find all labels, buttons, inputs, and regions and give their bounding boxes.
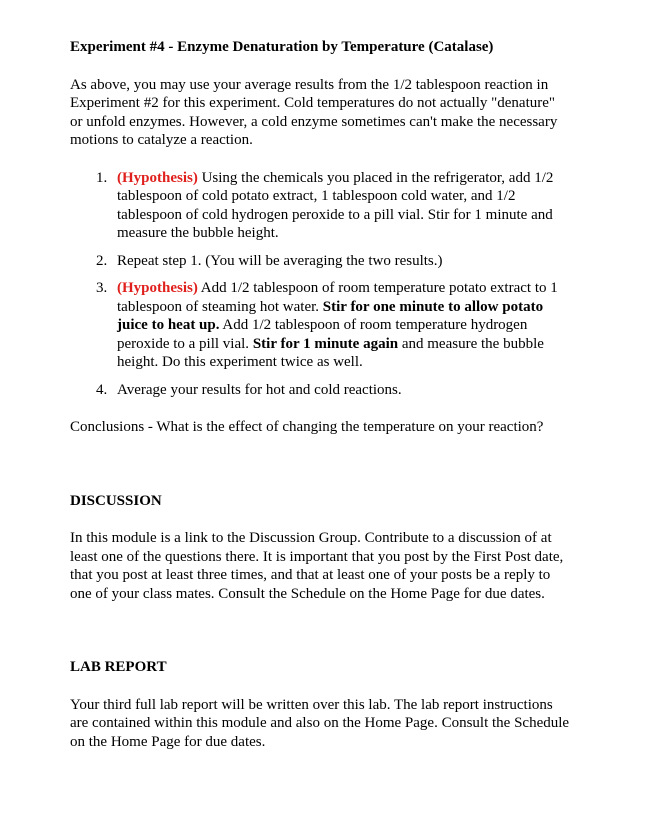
step-emphasis: Stir for one minute to allow potato juice to heat up.: [117, 298, 544, 333]
lab-report-heading: LAB REPORT: [70, 659, 167, 675]
hypothesis-label: (Hypothesis): [117, 169, 198, 186]
experiment-title: Experiment #4 - Enzyme Denaturation by Temperature (Catalase): [70, 39, 494, 55]
step-text: Add 1/2 tablespoon of room temperature potato extract to 1 tablespoon of steaming hot water.: [117, 280, 558, 315]
conclusions-question: Conclusions - What is the effect of changing the temperature on your reaction?: [70, 419, 544, 435]
step-3: [70, 279, 570, 372]
step-2: [70, 252, 570, 271]
step-number: 3.: [96, 280, 108, 296]
step-4: [70, 381, 570, 400]
step-text: Repeat step 1. (You will be averaging the two results.): [117, 252, 443, 269]
step-1: [70, 169, 570, 243]
step-text: Average your results for hot and cold reactions.: [117, 381, 402, 398]
discussion-heading: DISCUSSION: [70, 492, 162, 509]
discussion-body: In this module is a link to the Discussion Group. Contribute to a discussion of at least one of the questions there. It is important that you post by the First Post date, that you post at least three times, and that at least one of your posts be a reply to one of your class mates. Consult the Schedule on the Home Page for due dates.: [70, 530, 564, 602]
hypothesis-label: (Hypothesis): [117, 280, 198, 296]
document-page: [70, 38, 570, 751]
step-text: and measure the bubble height. Do this experiment twice as well.: [117, 335, 544, 370]
experiment-intro: As above, you may use your average results from the 1/2 tablespoon reaction in Experiment #2 for this experiment. Cold temperatures do not actually "denature" or unfold enzymes. However, a cold enzyme sometimes can't make the necessary motions to catalyze a reaction.: [70, 76, 558, 148]
step-text: Using the chemicals you placed in the refrigerator, add 1/2 tablespoon of cold potato extract, 1 tablespoon cold water, and 1/2 tablespoon of cold hydrogen peroxide to a pill vial. Stir for 1 minute and measure the bubble height.: [117, 169, 554, 241]
lab-report-body: Your third full lab report will be written over this lab. The lab report instructions are contained within this module and also on the Home Page. Consult the Schedule on the Home Page for due dates.: [70, 696, 570, 750]
step-number: 2.: [96, 252, 108, 269]
procedure-steps: [70, 169, 570, 400]
step-text: Add 1/2 tablespoon of room temperature hydrogen peroxide to a pill vial.: [117, 317, 528, 352]
step-number: 4.: [96, 381, 108, 398]
step-number: 1.: [96, 169, 108, 186]
step-emphasis: Stir for 1 minute again: [252, 335, 399, 352]
